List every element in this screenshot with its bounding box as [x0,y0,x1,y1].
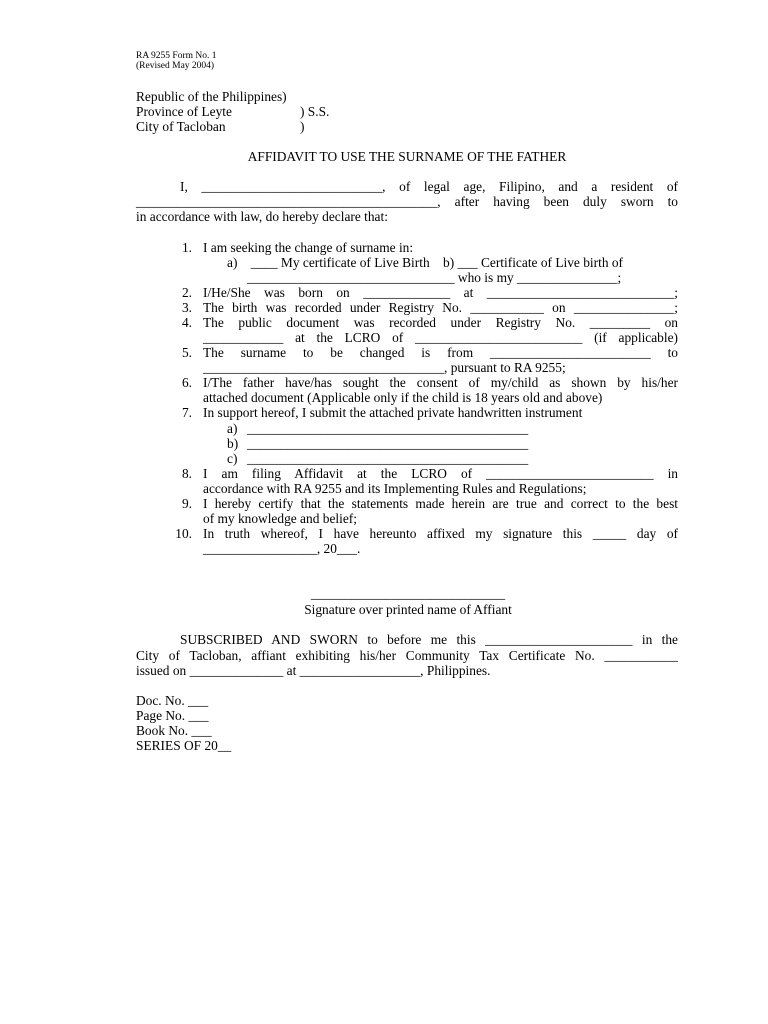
item-7-text: In support hereof, I submit the attached private handwritten instrument [203,405,583,420]
item-1-options: a) ____ My certificate of Live Birth b) ___ Certificate of Live birth of [227,255,624,270]
item-number: 10. [175,526,192,541]
item-7b-label: b) [227,436,239,451]
venue-republic: Republic of the Philippines) [136,89,287,104]
item-number: 5. [181,345,192,360]
intro-line-1: I, ___________________________, of legal age, Filipino, and a resident of [180,179,678,194]
item-number: 8. [181,466,192,481]
item-number: 2. [181,285,192,300]
item-6-line-2: attached document (Applicable only if the child is 18 years old and above) [203,390,603,405]
venue-province: Province of Leyte [136,104,232,119]
intro-line-2: _____________________________________________, after having been duly sworn to [136,194,678,209]
item-7b-blank: __________________________________________ [247,436,529,451]
item-7a-label: a) [227,421,238,436]
item-7a-blank: __________________________________________ [247,421,529,436]
item-4-line-2: ____________ at the LCRO of _________________________ (if applicable) [203,330,678,345]
item-6-line-1: I/The father have/has sought the consent of my/child as shown by his/her [203,375,678,390]
item-8-line-1: I am filing Affidavit at the LCRO of _________________________ in [203,466,678,481]
signature-caption: Signature over printed name of Affiant [304,602,512,617]
item-5-line-1: The surname to be changed is from ________________________ to [203,345,678,360]
doc-number: Doc. No. ___ [136,693,209,708]
item-8-line-2: accordance with RA 9255 and its Implementing Rules and Regulations; [203,481,587,496]
item-10-line-1: In truth whereof, I have hereunto affixed my signature this _____ day of [203,526,678,541]
page-number: Page No. ___ [136,708,209,723]
jurat-line-3: issued on ______________ at __________________, Philippines. [136,663,491,678]
item-number: 9. [181,496,192,511]
item-number: 3. [181,300,192,315]
item-7c-blank: __________________________________________ [247,451,529,466]
item-number: 1. [181,240,192,255]
form-number: RA 9255 Form No. 1 [136,51,217,61]
item-9-line-1: I hereby certify that the statements made herein are true and correct to the best [203,496,678,511]
item-7c-label: c) [227,451,238,466]
item-1-text: I am seeking the change of surname in: [203,240,414,255]
series-year: SERIES OF 20__ [136,738,232,753]
item-number: 6. [181,375,192,390]
book-number: Book No. ___ [136,723,212,738]
venue-city: City of Tacloban [136,119,226,134]
item-3-text: The birth was recorded under Registry No. ___________ on _______________; [203,300,678,315]
jurat-line-2: City of Tacloban, affiant exhibiting his/her Community Tax Certificate No. ___________ [136,648,678,663]
item-10-line-2: _________________, 20___. [203,541,361,556]
item-5-line-2: ____________________________________, pursuant to RA 9255; [203,360,566,375]
document-title: AFFIDAVIT TO USE THE SURNAME OF THE FATHER [247,149,567,164]
jurat-line-1: SUBSCRIBED AND SWORN to before me this ______________________ in the [180,632,678,647]
item-number: 4. [181,315,192,330]
item-1-relation: _______________________________ who is my _______________; [247,270,622,285]
item-2-text: I/He/She was born on _____________ at ____________________________; [203,285,678,300]
item-number: 7. [181,405,192,420]
intro-line-3: in accordance with law, do hereby declare that: [136,209,388,224]
item-4-line-1: The public document was recorded under Registry No. _________ on [203,315,678,330]
signature-line: _____________________________ [310,586,506,601]
revision-date: (Revised May 2004) [136,61,215,71]
venue-ss: ) S.S. [300,104,330,119]
item-9-line-2: of my knowledge and belief; [203,511,357,526]
venue-city-paren: ) [300,119,305,134]
